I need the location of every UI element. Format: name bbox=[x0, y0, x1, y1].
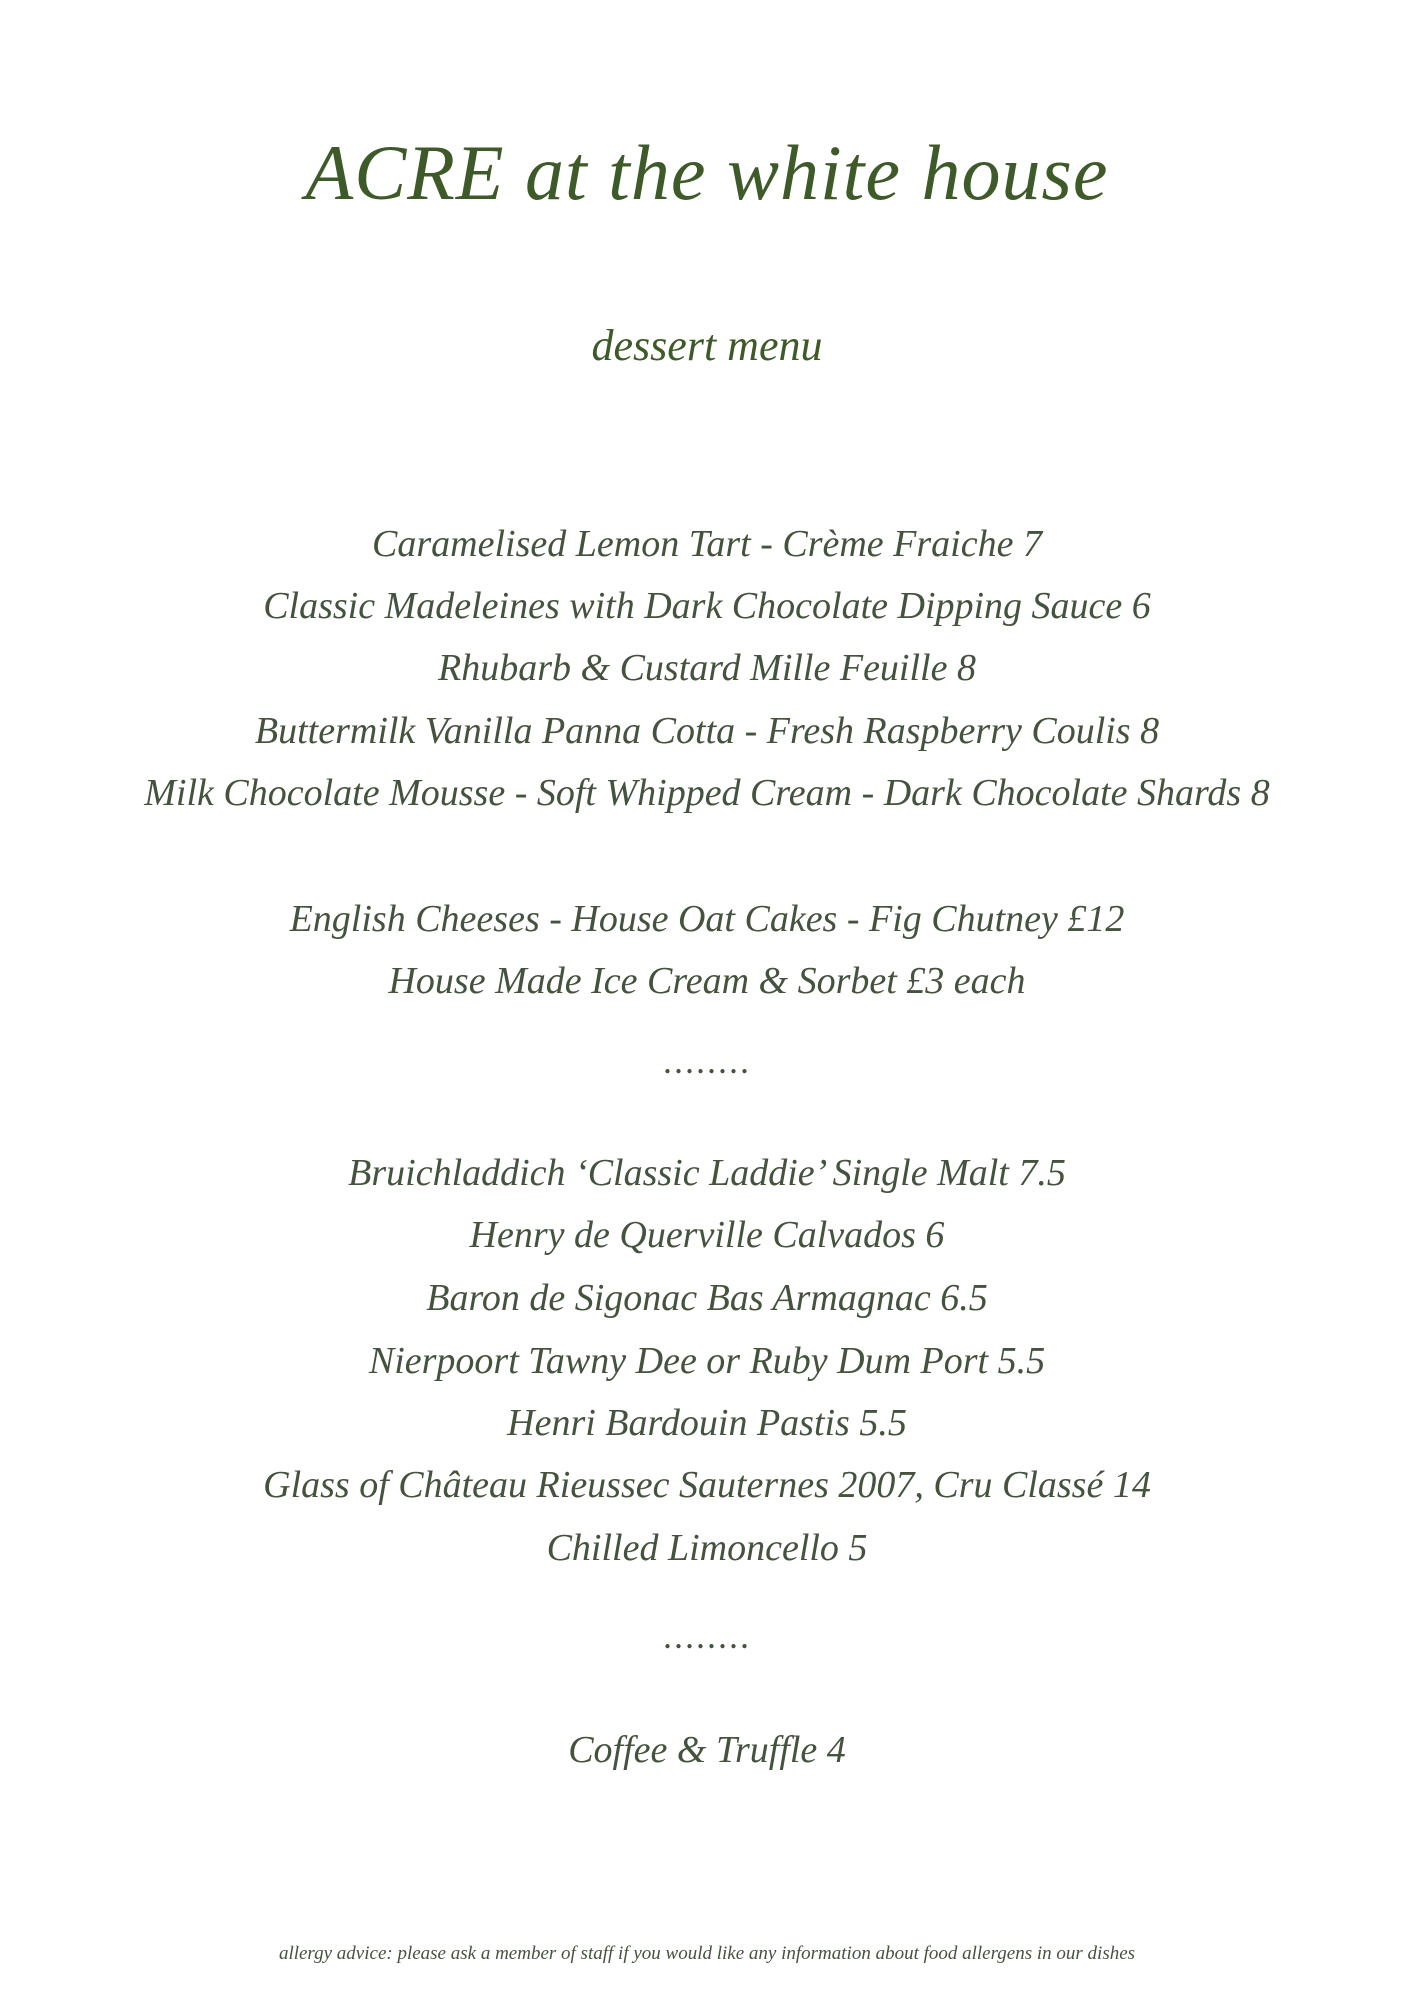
restaurant-title: ACRE at the white house bbox=[305, 129, 1109, 216]
dessert-item: Classic Madeleines with Dark Chocolate Dipping Sauce 6 bbox=[263, 585, 1151, 627]
extra-item: House Made Ice Cream & Sorbet £3 each bbox=[388, 960, 1026, 1002]
drink-item: Henry de Querville Calvados 6 bbox=[469, 1214, 945, 1256]
drink-item: Nierpoort Tawny Dee or Ruby Dum Port 5.5 bbox=[368, 1340, 1046, 1382]
allergy-note: allergy advice: please ask a member of staff if you would like any information about food allergens in our dishes bbox=[278, 1943, 1136, 1964]
drink-item: Glass of Château Rieussec Sauternes 2007, Cru Classé 14 bbox=[263, 1464, 1151, 1506]
drink-item: Chilled Limoncello 5 bbox=[546, 1527, 868, 1569]
drink-item: Bruichladdich ‘Classic Laddie’ Single Malt 7.5 bbox=[348, 1152, 1066, 1194]
dessert-item: Caramelised Lemon Tart - Crème Fraiche 7 bbox=[372, 523, 1042, 565]
drink-item: Baron de Sigonac Bas Armagnac 6.5 bbox=[426, 1277, 988, 1319]
drink-item: Henri Bardouin Pastis 5.5 bbox=[507, 1402, 907, 1444]
coffee-item: Coffee & Truffle 4 bbox=[568, 1729, 846, 1771]
dessert-item: Milk Chocolate Mousse - Soft Whipped Cream - Dark Chocolate Shards 8 bbox=[144, 772, 1270, 814]
extra-item: English Cheeses - House Oat Cakes - Fig Chutney £12 bbox=[289, 898, 1125, 940]
menu-subtitle: dessert menu bbox=[591, 321, 823, 370]
section-separator: ........ bbox=[663, 1041, 751, 1081]
section-separator: ........ bbox=[663, 1616, 751, 1656]
dessert-item: Buttermilk Vanilla Panna Cotta - Fresh Raspberry Coulis 8 bbox=[254, 710, 1160, 752]
dessert-item: Rhubarb & Custard Mille Feuille 8 bbox=[438, 647, 976, 689]
